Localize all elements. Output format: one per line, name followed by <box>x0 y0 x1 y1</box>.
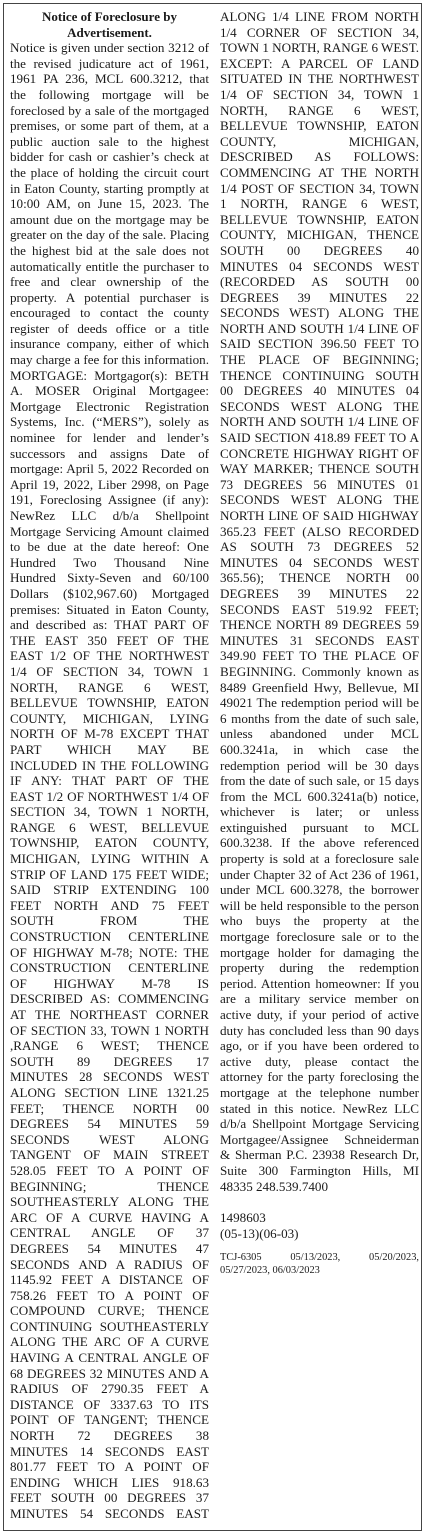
publication-footer <box>220 1251 419 1277</box>
spacer <box>220 1194 419 1210</box>
footer-row-2: 05/27/2023, 06/03/2023 <box>220 1265 320 1277</box>
spacer <box>220 1241 419 1251</box>
run-code: (05-13)(06-03) <box>220 1225 299 1241</box>
account-code: TCJ-6305 <box>220 1252 262 1264</box>
notice-body: Notice is given under section 3212 of the revised judicature act of 1961, 1961 PA 236, MCL 600.3212, that the following mortgage will be foreclosed by a sale of the mortgaged premises, or some part of them, at a public auction sale to the highest bidder for cash or cashier’s check at the place of holding the circuit court in Eaton County, starting promptly at 10:00 AM, on June 15, 2023. The amount due on the mortgage may be greater on the day of the sale. Placing the highest bid at the sale does not automatically entitle the purchaser to free and clear ownership of the property. A potential purchaser is encouraged to contact the county register of deeds office or a title insurance company, either of which may charge a fee for this information. MORTGAGE: Mortgagor(s): BETH A. MOSER Original Mortgagee: Mortgage Electronic Registration Systems, Inc. (“MERS”), solely as nominee for lender and lender’s successors and assigns Date of mortgage: April 5, 2022 Recorded on April 19, 2022, Liber 2998, on Page 191, Foreclosing Assignee (if any): NewRez LLC d/b/a Shellpoint Mortgage Servicing Amount claimed to be due at the date hereof: One Hundred Two Thousand Nine Hundred Sixty-Seven and 60/100 Dollars ($102,967.60) Mortgaged premises: Situated in Eaton County, and described as: THAT PART OF THE EAST 350 FEET OF THE EAST 1/2 OF THE NORTHWEST 1/4 OF SECTION 34, TOWN 1 NORTH, RANGE 6 WEST, BELLEVUE TOWNSHIP, EATON COUNTY, MICHIGAN, LYING NORTH OF M-78 EXCEPT THAT PART WHICH MAY BE INCLUDED IN THE FOLLOWING IF ANY: THAT PART OF THE EAST 1/2 OF NORTHWEST 1/4 OF SECTION 34, TOWN 1 NORTH, RANGE 6 WEST, BELLEVUE TOWNSHIP, EATON COUNTY, MICHIGAN, LYING WITHIN A STRIP OF LAND 175 FEET WIDE; SAID STRIP EXTENDING 100 FEET NORTH AND 75 FEET SOUTH FROM THE CONSTRUCTION CENTERLINE OF HIGHWAY M-78; NOTE: THE CONSTRUCTION CENTERLINE OF HIGHWAY M-78 IS DESCRIBED AS: COMMENCING AT THE NORTHEAST CORNER OF SECTION 33, TOWN 1 NORTH ,RANGE 6 WEST; THENCE SOUTH 89 DEGREES 17 MINUTES 28 SECONDS WEST ALONG SECTION LINE 1321.25 FEET; THENCE NORTH 00 DEGREES 54 MINUTES 59 SECONDS WEST ALONG TANGENT OF MAIN STREET 528.05 FEET TO A POINT OF BEGINNING; THENCE SOUTHEASTERLY ALONG THE ARC OF A CURVE HAVING A CENTRAL ANGLE OF 37 DEGREES 54 MINUTES 47 SECONDS AND A RADIUS OF 1145.92 FEET A DISTANCE OF 758.26 FEET TO A POINT OF COMPOUND CURVE; THENCE CONTINUING SOUTHEASTERLY ALONG THE ARC OF A CURVE HAVING A CENTRAL ANGLE OF 68 DEGREES 32 MINUTES AND A RADIUS OF 2790.35 FEET A DISTANCE OF 3337.63 TO ITS POINT OF TANGENT; THENCE NORTH 72 DEGREES 38 MINUTES 14 SECONDS EAST 801.77 FEET TO A POINT OF ENDING WHICH LIES 918.63 FEET SOUTH 00 DEGREES 37 MINUTES 54 SECONDS EAST ALONG 1/4 LINE FROM NORTH 1/4 CORNER OF SECTION 34, TOWN 1 NORTH, RANGE 6 WEST. EXCEPT: A PARCEL OF LAND SITUATED IN THE NORTHWEST 1/4 OF SECTION 34, TOWN 1 NORTH, RANGE 6 WEST, BELLEVUE TOWNSHIP, EATON COUNTY, MICHIGAN, DESCRIBED AS FOLLOWS: COMMENCING AT THE NORTH 1/4 POST OF SECTION 34, TOWN 1 NORTH, RANGE 6 WEST, BELLEVUE TOWNSHIP, EATON COUNTY, MICHIGAN, THENCE SOUTH 00 DEGREES 40 MINUTES 04 SECONDS WEST (RECORDED AS SOUTH 00 DEGREES 39 MINUTES 22 SECONDS WEST) ALONG THE NORTH AND SOUTH 1/4 LINE OF SAID SECTION 396.50 FEET TO THE PLACE OF BEGINNING; THENCE CONTINUING SOUTH 00 DEGREES 40 MINUTES 04 SECONDS WEST ALONG THE NORTH AND SOUTH 1/4 LINE OF SAID SECTION 418.89 FEET TO A CONCRETE HIGHWAY RIGHT OF WAY MARKER; THENCE SOUTH 73 DEGREES 56 MINUTES 01 SECONDS WEST ALONG THE NORTH LINE OF SAID HIGHWAY 365.23 FEET (ALSO RECORDED AS SOUTH 73 DEGREES 52 MINUTES 04 SECONDS WEST 365.56); THENCE NORTH 00 DEGREES 39 MINUTES 22 SECONDS EAST 519.92 FEET; THENCE NORTH 89 DEGREES 59 MINUTES 31 SECONDS EAST 349.90 FEET TO THE PLACE OF BEGINNING. Commonly known as 8489 Greenfield Hwy, Bellevue, MI 49021 The redemption period will be 6 months from the date of such sale, unless abandoned under MCL 600.3241a, in which case the redemption period will be 30 days from the date of such sale, or 15 days from the MCL 600.3241a(b) notice, whichever is later; or unless extinguished pursuant to MCL 600.3238. If the above referenced property is sold at a foreclosure sale under Chapter 32 of Act 236 of 1961, under MCL 600.3278, the borrower will be held responsible to the person who buys the property at the mortgage foreclosure sale or to the mortgage holder for damaging the property during the redemption period. Attention homeowner: If you are a military service member on active duty, if your period of active duty has concluded less than 90 days ago, or if you have been ordered to active duty, please contact the attorney for the party foreclosing the mortgage at the telephone number stated in this notice. NewRez LLC d/b/a Shellpoint Mortgage Servicing Mortgagee/Assignee Schneiderman & Sherman P.C. 23938 Research Dr, Suite 300 Farmington Hills, MI 48335 248.539.7400 <box>10 9 419 1521</box>
pub-date-1: 05/13/2023, <box>290 1252 341 1264</box>
pub-date-2: 05/20/2023, <box>369 1252 419 1264</box>
foreclosure-notice <box>3 3 422 1531</box>
ad-number: 1498603 <box>220 1210 266 1226</box>
notice-title: Notice of Foreclosure by Advertisement. <box>42 9 177 40</box>
footer-row-1 <box>220 1251 419 1264</box>
notice-columns <box>10 9 419 1527</box>
